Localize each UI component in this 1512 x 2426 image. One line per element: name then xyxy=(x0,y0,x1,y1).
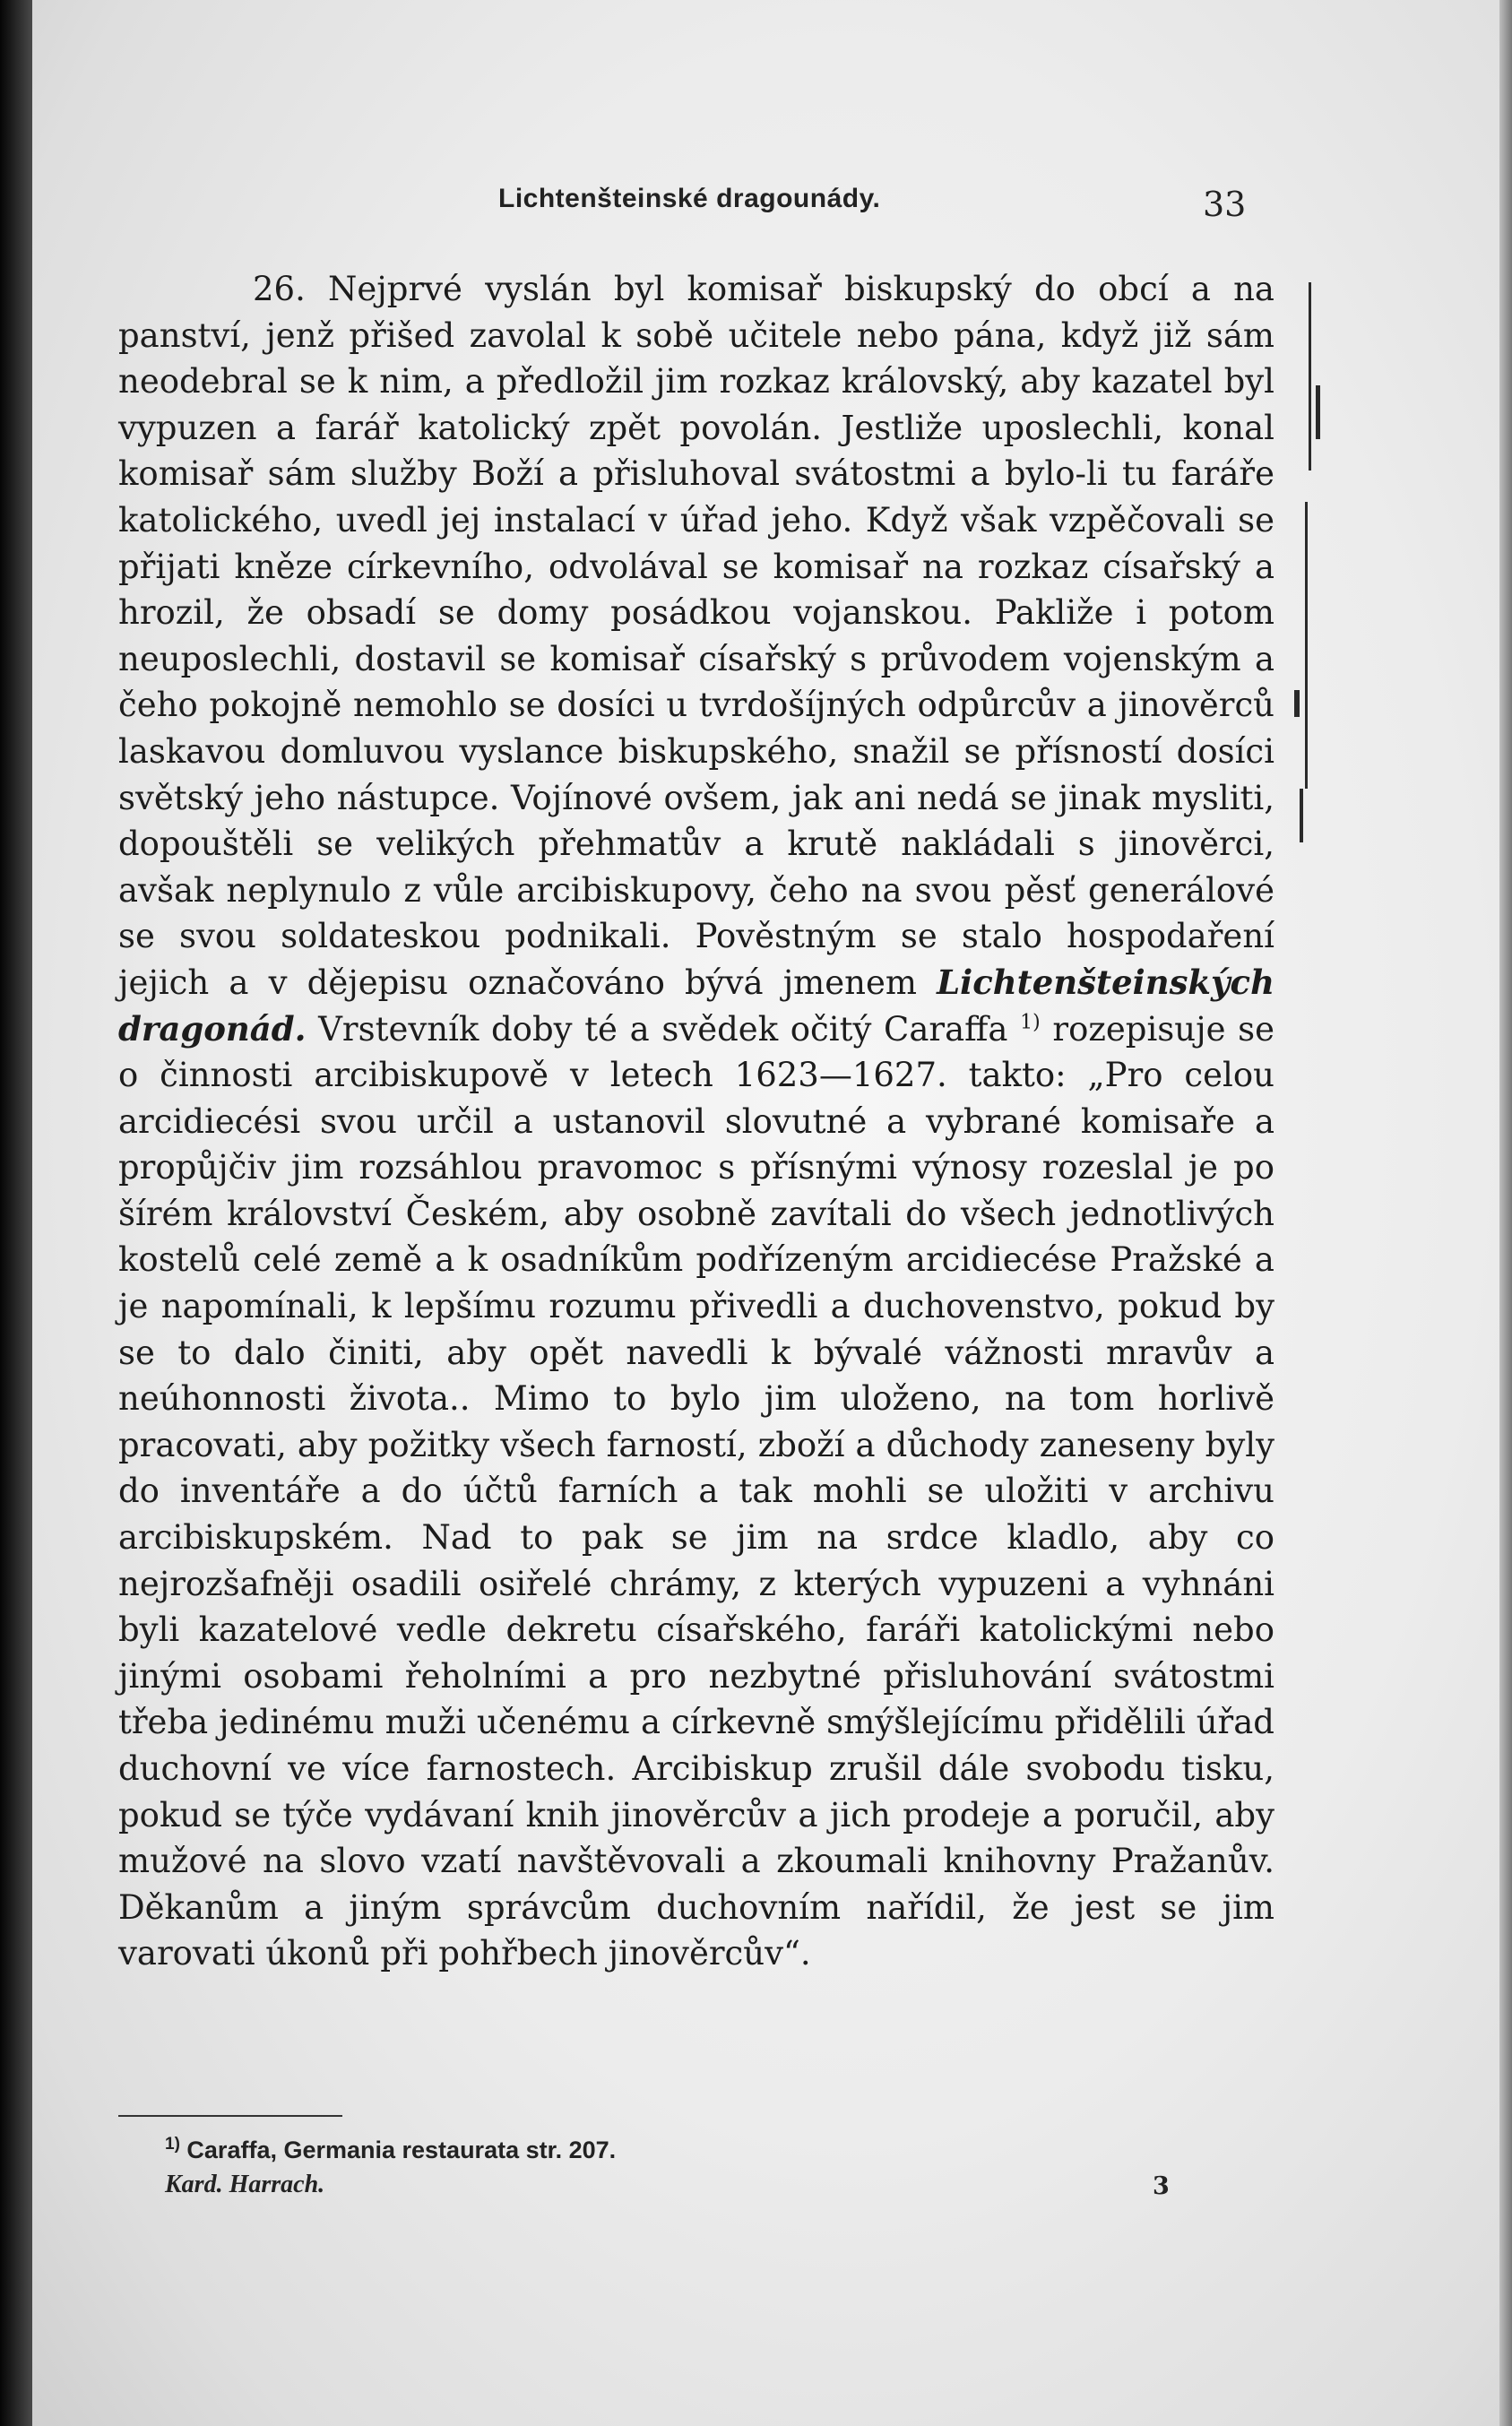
margin-marking xyxy=(1309,282,1311,471)
italic-term: Lichtenšteinských dragonád. xyxy=(118,962,1274,1049)
margin-marking xyxy=(1305,502,1308,789)
footnote-text: Caraffa, Germania restaurata str. 207. xyxy=(186,2137,617,2163)
paragraph-26 xyxy=(118,266,1274,1977)
footnote-divider xyxy=(118,2115,342,2117)
signature-label: Kard. Harrach. xyxy=(165,2171,325,2198)
footnote xyxy=(165,2135,1151,2164)
text-segment-c: rozepisuje se o činnosti arcibiskupově v letech 1623—1627. takto: „Pro celou arcidiecési svou určil a ustanovil slovutné a vybrané komisaře a propůjčiv jim rozsáhlou pravomoc s přísnými výnosy rozeslal je po šírém království Českém, aby osobně zavítali do všech jednotlivých kostelů celé země a k osadníkům podřízeným arcidiecése Pražské a je napomínali, k lepšímu rozumu přivedli a duchovenstvo, pokud by se to dalo činiti, aby opět navedli k bývalé vážnosti mravův a neúhonnosti života.. Mimo to bylo jim uloženo, na tom horlivě pracovati, aby požitky všech farností, zboží a důchody zaneseny byly do inventáře a do účtů farních a tak mohli se uložiti v archivu arcibiskupském. Nad to pak se jim na srdce kladlo, aby co nejrozšafněji osadili osiřelé chrámy, z kterých vypuzeni a vyhnáni byli kazatelové vedle dekretu císařského, faráři katolickými nebo jinými osobami řeholními a pro nezbytné přisluhování svátostmi třeba jedinému muži učenému a církevně smýšlejícímu přidělili úřad duchovní ve více farnostech. Arcibiskup zrušil dále svobodu tisku, pokud se týče vydávaní knih jinověrcův a jich prodeje a poručil, aby mužové na slovo vzatí navštěvovali a zkoumali knihovny Pražanův. Děkanům a jiným správcům duchovním nařídil, že jest se jim varovati úkonů při pohřbech jinověrcův“. xyxy=(118,1009,1275,1973)
running-title: Lichtenšteinské dragounády. xyxy=(498,184,881,213)
margin-marking xyxy=(1294,690,1300,717)
main-text xyxy=(118,266,1274,1977)
margin-marking xyxy=(1316,385,1320,439)
signature-number: 3 xyxy=(1153,2172,1170,2200)
margin-marking xyxy=(1300,789,1303,842)
page-right-edge xyxy=(1499,0,1512,2426)
book-binding-edge xyxy=(0,0,32,2426)
book-page xyxy=(32,0,1512,2426)
page-number: 33 xyxy=(1203,185,1247,224)
footnote-reference: 1) xyxy=(1020,1011,1041,1034)
text-segment-a: 26. Nejprvé vyslán byl komisař biskupský do obcí a na panství, jenž přišed zavolal k sobě učitele nebo pána, když již sám neodebral se k nim, a předložil jim rozkaz královský, aby kazatel byl vypuzen a farář katolický zpět povolán. Jestliže uposlechli, konal komisař sám služby Boží a přisluhoval svátostmi a bylo-li tu faráře katolického, uvedl jej instalací v úřad jeho. Když však vzpěčovali se přijati kněze církevního, odvolával se komisař na rozkaz císařský a hrozil, že obsadí se domy posádkou vojanskou. Pakliže i potom neuposlechli, dostavil se komisař císařský s průvodem vojenským a čeho pokojně nemohlo se dosíci u tvrdošíjných odpůrcův a jinověrců laskavou domluvou vyslance biskupského, snažil se přísností dosíci světský jeho nástupce. Vojínové ovšem, jak ani nedá se jinak mysliti, dopouštěli se velikých přehmatův a krutě nakládali s jinověrci, avšak neplynulo z vůle arcibiskupovy, čeho na svou pěsť generálové se svou soldateskou podnikali. Pověstným se stalo hospodaření jejich a v dějepisu označováno bývá jmenem xyxy=(118,270,1274,1002)
footnote-marker: 1) xyxy=(165,2135,180,2154)
text-segment-b: Vrstevník doby té a svědek očitý Caraffa xyxy=(306,1009,1021,1049)
